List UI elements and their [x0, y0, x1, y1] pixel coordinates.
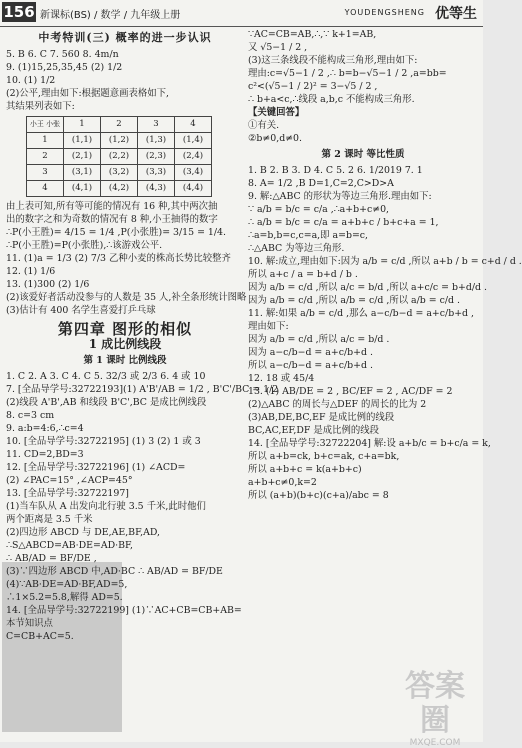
- answer-line: a+b+c≠0,k=2: [248, 477, 317, 488]
- answer-line: ∴S△ABCD=AB·DE=AD·BF,: [6, 540, 134, 551]
- table-cell: (1,3): [138, 133, 175, 149]
- answer-line: 12. (1) 1/6: [6, 266, 56, 277]
- table-cell: (4,1): [64, 181, 101, 197]
- answer-line: (2)该爱好者活动没参与的人数是 35 人,补全条形统计图略: [6, 292, 247, 303]
- answer-line: (4)∵AB·DE=AD·BF,AD=5,: [6, 579, 128, 590]
- table-cell: (2,4): [175, 149, 212, 165]
- right-column: [248, 28, 522, 502]
- brand-name: 优等生: [435, 6, 477, 22]
- answer-line: 出的数字之和为奇数的情况有 8 种,小王抽得的数字: [6, 214, 218, 225]
- answer-line: 12. 18 或 45/4: [248, 373, 315, 384]
- lesson-title: 第 2 课时 等比性质: [321, 149, 405, 160]
- page-number: 156: [3, 3, 35, 21]
- right-answers-a: [248, 28, 478, 106]
- answer-line: 11. (1)a = 1/3 (2) 7/3 乙种小麦的株高长势比较整齐: [6, 253, 231, 264]
- answer-line: 10. (1) 1/2: [6, 75, 56, 86]
- table-cell: (4,2): [101, 181, 138, 197]
- table-row: [27, 149, 212, 165]
- answer-line: 所以 (a+b)(b+c)(c+a)/abc = 8: [248, 490, 389, 501]
- answer-line: 13. (1) AB/DE = 2 , BC/EF = 2 , AC/DF = 2: [248, 386, 453, 397]
- answer-line: c²<(√5−1 / 2)² = 3−√5 / 2 ,: [248, 81, 378, 92]
- outcome-table: [26, 116, 212, 197]
- answer-line: (3)∵四边形 ABCD 中,AD·BC ∴ AB/AD = BF/DE: [6, 566, 223, 577]
- answer-line: 11. CD=2,BD=3: [6, 449, 84, 460]
- table-cell: (2,3): [138, 149, 175, 165]
- answer-line: 两个距离是 3.5 千米: [6, 514, 93, 525]
- table-cell: 4: [27, 181, 64, 197]
- answer-line: 8. A= 1/2 ,B D=1,C=2,C>D>A: [248, 178, 394, 189]
- table-cell: (1,4): [175, 133, 212, 149]
- chapter-subtitle: 1 成比例线段: [88, 337, 162, 351]
- answer-line: (3)这三条线段不能构成三角形,理由如下:: [248, 55, 418, 66]
- table-row: [27, 133, 212, 149]
- table-header: 2: [101, 117, 138, 133]
- section-title: 中考特训(三) 概率的进一步认识: [38, 31, 212, 44]
- answer-line: 10. [全品导学号:32722195] (1) 3 (2) 1 或 3: [6, 436, 201, 447]
- table-header: 3: [138, 117, 175, 133]
- key-answer-item: ②b≠0,d≠0.: [248, 133, 303, 144]
- table-cell: (3,4): [175, 165, 212, 181]
- answer-line: 1. C 2. A 3. C 4. C 5. 32/3 或 2/3 6. 4 或 10: [6, 371, 206, 382]
- table-cell: (3,2): [101, 165, 138, 181]
- answer-line: ∵ a/b = b/c = c/a ,∴a+b+c≠0,: [248, 204, 390, 215]
- answer-line: 9. a:b=4:6,∴c=4: [6, 423, 84, 434]
- table-cell: (3,1): [64, 165, 101, 181]
- table-cell: (1,2): [101, 133, 138, 149]
- answer-line: (2) ∠PAC=15° ,∠ACP=45°: [6, 475, 133, 486]
- left-answers-a: [6, 48, 244, 113]
- answer-line: (2)公平,理由如下:根据题意画表格如下,: [6, 88, 170, 99]
- answer-line: 因为 a−c/b−d = a+c/b+d .: [248, 347, 373, 358]
- left-answers-b: [6, 200, 247, 317]
- table-header: 4: [175, 117, 212, 133]
- table-header: 1: [64, 117, 101, 133]
- answer-line: ∵AC=CB=AB,∴,∵ k+1=AB,: [248, 29, 377, 40]
- answer-line: ∴ AB/AD = BF/DE ,: [6, 553, 97, 564]
- answer-line: 8. c=3 cm: [6, 410, 55, 421]
- table-cell: 1: [27, 133, 64, 149]
- key-answer-title: 【关键回答】: [248, 107, 305, 118]
- answer-line: 14. [全品导学号:32722204] 解:设 a+b/c = b+c/a = k,: [248, 438, 491, 449]
- answer-line: 所以 a+c / a = b+d / b .: [248, 269, 358, 280]
- answer-line: 13. (1)300 (2) 1/6: [6, 279, 90, 290]
- answer-line: 10. 解:成立,理由如下:因为 a/b = c/d ,所以 a+b / b = c+d / d .: [248, 256, 522, 267]
- table-cell: (4,3): [138, 181, 175, 197]
- right-answers-b: [248, 164, 522, 502]
- header-title: 新课标(BS) / 数学 / 九年级上册: [40, 10, 181, 21]
- table-cell: (1,1): [64, 133, 101, 149]
- answer-line: 所以 a+b+c = k(a+b+c): [248, 464, 362, 475]
- watermark: [395, 669, 475, 748]
- table-cell: 3: [27, 165, 64, 181]
- lesson-title: 第 1 课时 比例线段: [83, 355, 167, 366]
- answer-line: 其结果列表如下:: [6, 101, 75, 112]
- answer-line: 理由如下:: [248, 321, 289, 332]
- watermark-text: 答案圈: [405, 669, 465, 738]
- answer-line: 本节知识点: [6, 618, 53, 629]
- answer-line: 由上表可知,所有等可能的情况有 16 种,其中两次抽: [6, 201, 218, 212]
- answer-line: (2)线段 A'B',AB 和线段 B'C',BC 是成比例线段: [6, 397, 207, 408]
- watermark-url: MXQE.COM: [409, 738, 461, 748]
- answer-line: ∴P(小王胜)=P(小张胜),∴该游戏公平.: [6, 240, 163, 251]
- answer-line: (2)△ABC 的周长与△DEF 的周长的比为 2: [248, 399, 427, 410]
- table-cell: 2: [27, 149, 64, 165]
- answer-line: ∴a=b,b=c,c=a,即 a=b=c,: [248, 230, 369, 241]
- table-header-row: [27, 117, 212, 133]
- answer-line: ∴1×5.2=5.8,解得 AD=5.: [6, 592, 123, 603]
- table-cell: (3,3): [138, 165, 175, 181]
- chapter-title: 第四章 图形的相似: [57, 320, 193, 338]
- answer-line: 所以 a+b=ck, b+c=ak, c+a=bk,: [248, 451, 400, 462]
- answer-line: (3)AB,DE,BC,EF 是成比例的线段: [248, 412, 395, 423]
- table-corner: 小王 小张: [27, 117, 64, 133]
- answer-line: 5. B 6. C 7. 560 8. 4m/n: [6, 49, 119, 60]
- answer-line: 12. [全品导学号:32722196] (1) ∠ACD=: [6, 462, 186, 473]
- brand-english: YOUDENGSHENG: [344, 8, 425, 17]
- answer-line: 又 √5−1 / 2 ,: [248, 42, 308, 53]
- table-row: [27, 165, 212, 181]
- answer-line: (3)估计有 400 名学生喜爱打乒乓球: [6, 305, 156, 316]
- answer-line: 9. 解:△ABC 的形状为等边三角形.理由如下:: [248, 191, 432, 202]
- answer-line: 因为 a/b = c/d ,所以 a/b = c/d ,所以 a/b = c/d .: [248, 295, 460, 306]
- answer-line: ∴ a/b = b/c = c/a = a+b+c / b+c+a = 1,: [248, 217, 439, 228]
- table-row: [27, 181, 212, 197]
- answer-line: 所以 a−c/b−d = a+c/b+d .: [248, 360, 373, 371]
- page-header: [0, 0, 483, 27]
- answer-line: 13. [全品导学号:32722197]: [6, 488, 129, 499]
- table-cell: (2,1): [64, 149, 101, 165]
- answer-line: ∴△ABC 为等边三角形.: [248, 243, 345, 254]
- answer-line: 理由:c=√5−1 / 2 ,∴ b=b−√5−1 / 2 ,a=bb=: [248, 68, 447, 79]
- answer-line: ∴ b+a<c,∴线段 a,b,c 不能构成三角形.: [248, 94, 415, 105]
- answer-line: (1)当车队从 A 出发向北行驶 3.5 千米,此时他们: [6, 501, 206, 512]
- answer-line: 因为 a/b = c/d ,所以 a/c = b/d ,所以 a+c/c = b+d/d .: [248, 282, 487, 293]
- table-cell: (4,4): [175, 181, 212, 197]
- left-answers-c: [6, 370, 279, 643]
- key-answer-item: ①有关.: [248, 120, 280, 131]
- answer-line: 14. [全品导学号:32722199] (1)∵AC+CB=CB+AB=: [6, 605, 242, 616]
- table-cell: (2,2): [101, 149, 138, 165]
- answer-line: 7. [全品导学号:32722193](1) A'B'/AB = 1/2 , B'C'/BC = 1/2: [6, 384, 279, 395]
- answer-line: ∴P(小王胜)= 4/15 = 1/4 ,P(小张胜)= 3/15 = 1/4.: [6, 227, 226, 238]
- answer-line: 11. 解:如果 a/b = c/d ,那么 a−c/b−d = a+c/b+d ,: [248, 308, 475, 319]
- answer-line: (2)四边形 ABCD 与 DE,AE,BF,AD,: [6, 527, 161, 538]
- answer-line: BC,AC,EF,DF 是成比例的线段: [248, 425, 379, 436]
- answer-line: 因为 a/b = c/d ,所以 a/c = b/d .: [248, 334, 390, 345]
- answer-line: C=CB+AC=5.: [6, 631, 74, 642]
- answer-line: 9. (1)15,25,35,45 (2) 1/2: [6, 62, 123, 73]
- answer-line: 1. B 2. B 3. D 4. C 5. 2 6. 1/2019 7. 1: [248, 165, 423, 176]
